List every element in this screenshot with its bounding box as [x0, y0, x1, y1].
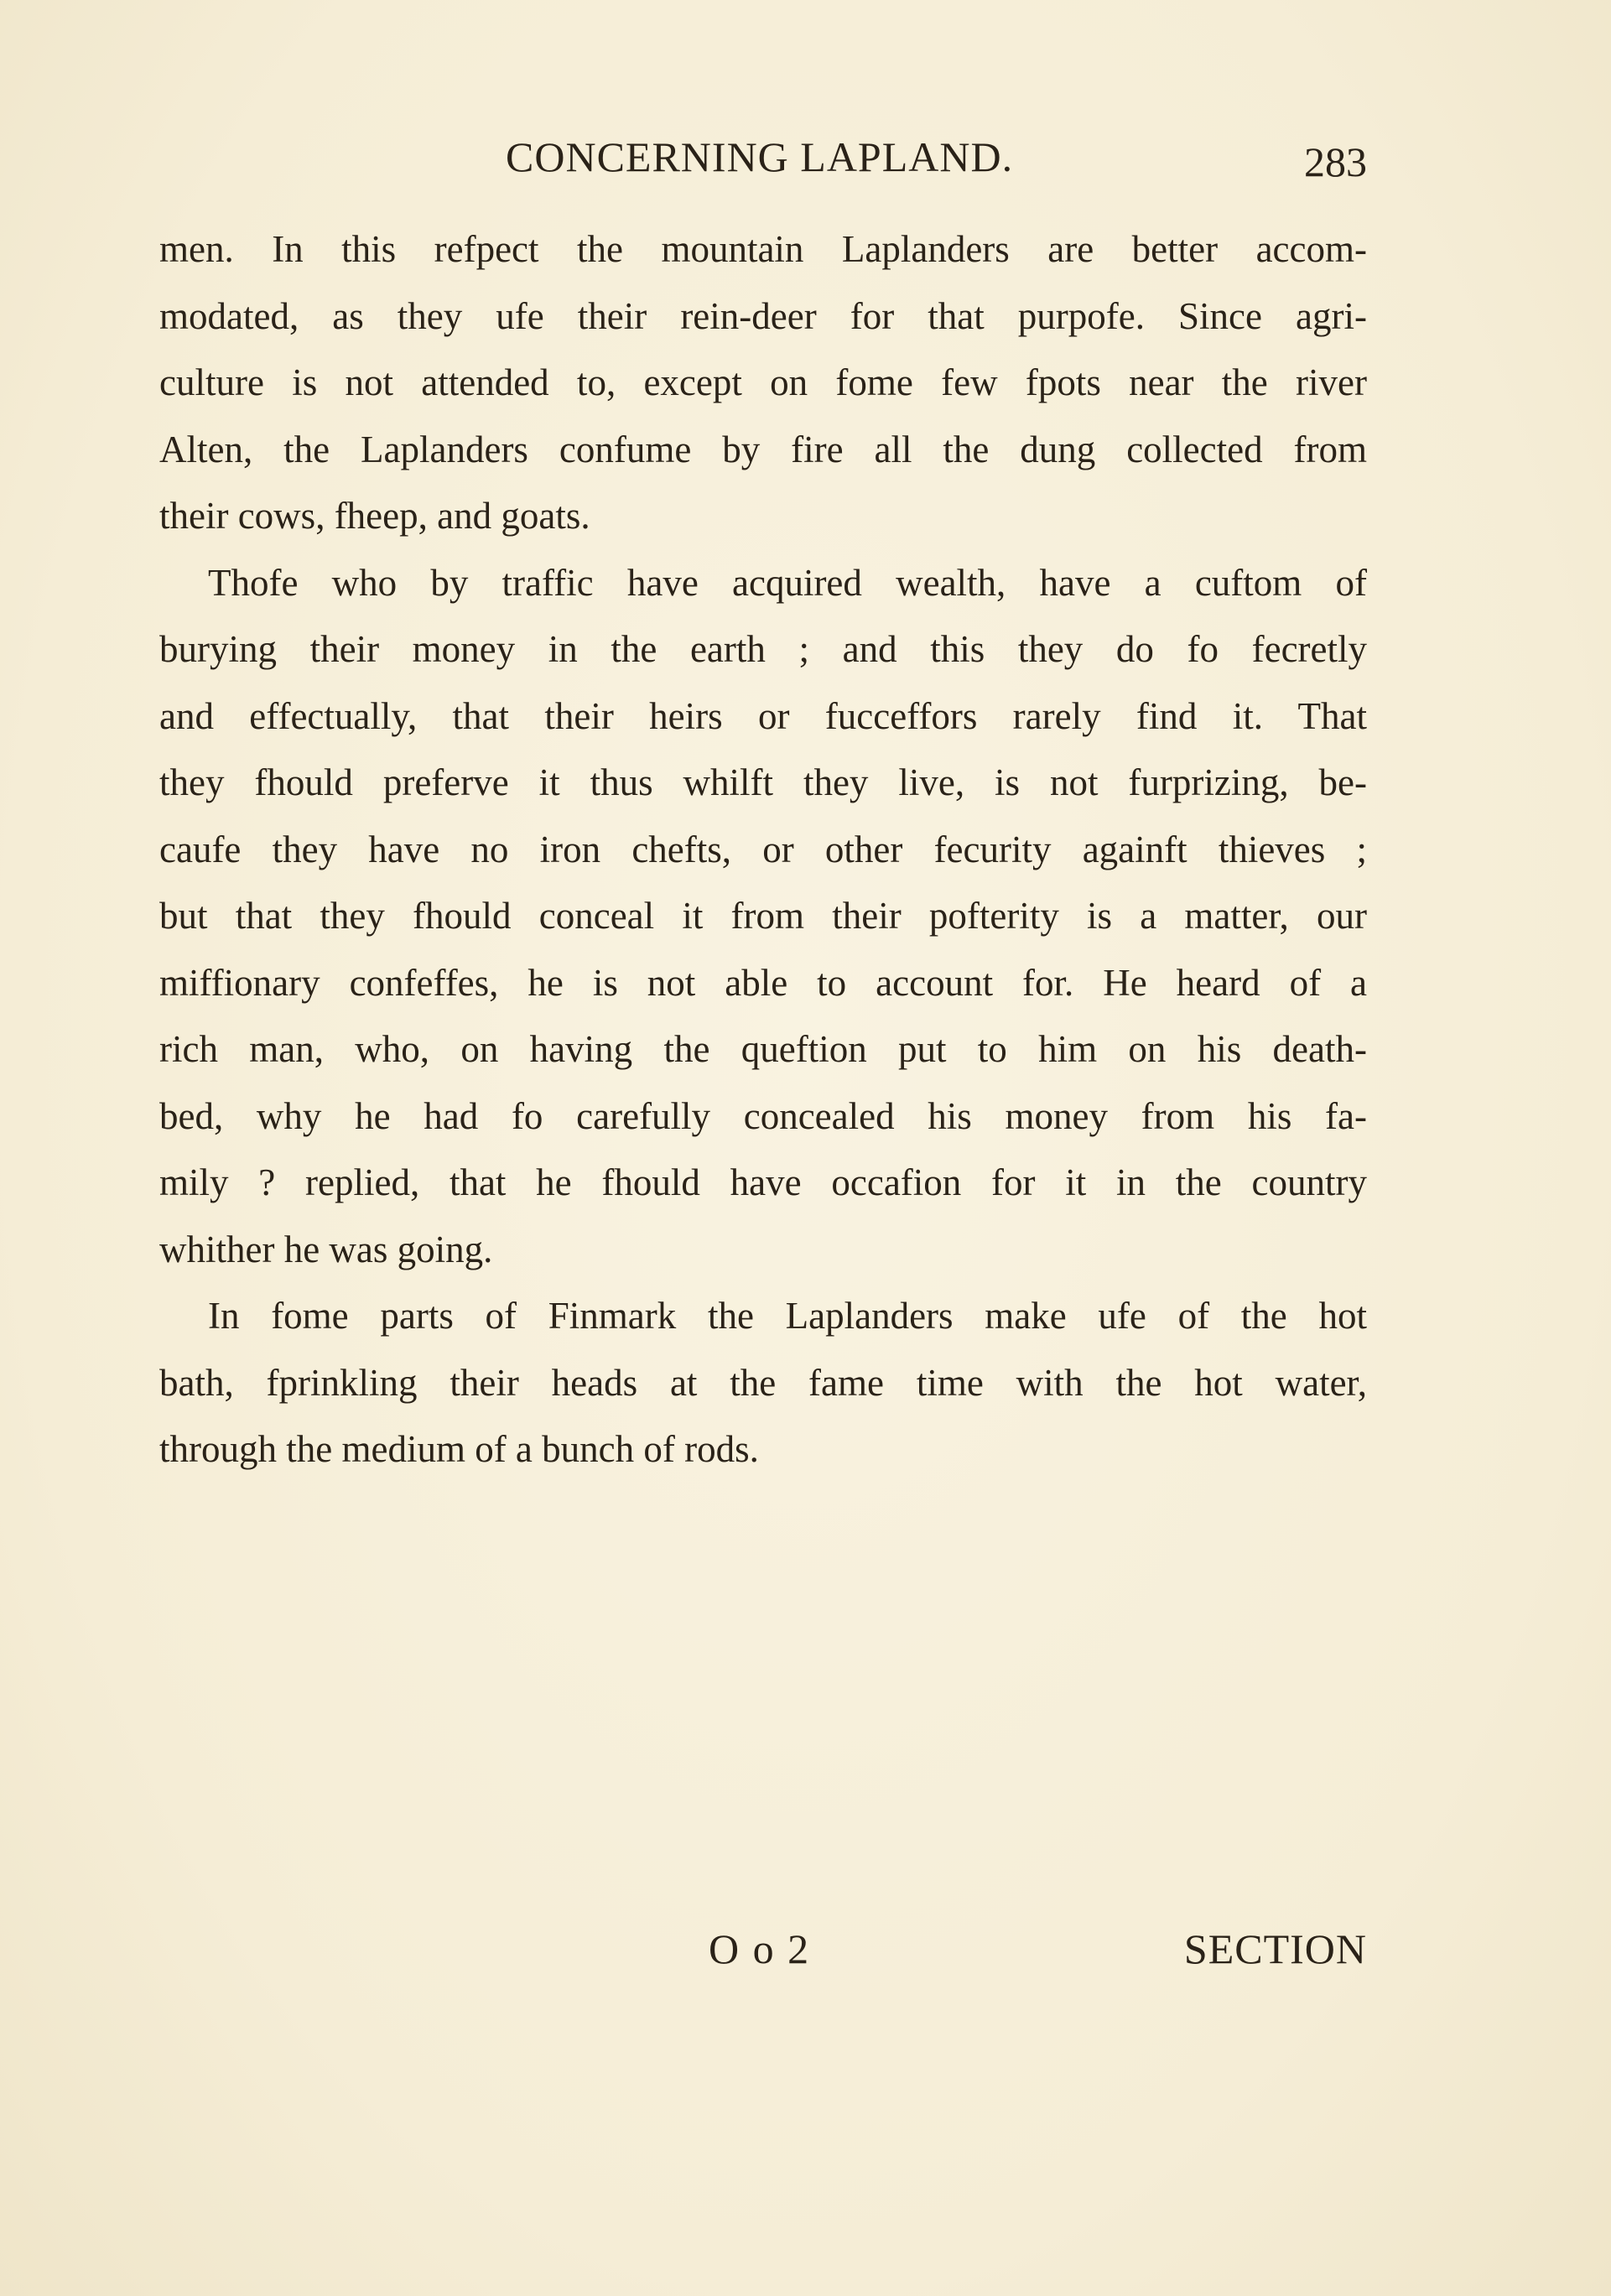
- text-line: Alten, the Laplanders confume by fire all the dung collected from: [159, 428, 1367, 470]
- text-line: miffionary confeffes, he is not able to account for. He heard of a: [159, 961, 1367, 1004]
- text-line: but that they fhould conceal it from their pofterity is a matter, our: [159, 895, 1367, 937]
- text-line: bath, fprinkling their heads at the fame time with the hot water,: [159, 1361, 1367, 1404]
- running-head: [159, 132, 1367, 183]
- text-line: their cows, fheep, and goats.: [159, 495, 590, 537]
- text-line: whither he was going.: [159, 1228, 493, 1270]
- text-line: rich man, who, on having the queftion put to him on his death-: [159, 1028, 1367, 1070]
- running-title: CONCERNING LAPLAND.: [506, 133, 1014, 180]
- page-footer: [159, 1925, 1367, 1983]
- text-line: and effectually, that their heirs or fucceffors rarely find it. That: [159, 694, 1367, 737]
- signature-mark: O o 2: [709, 1925, 811, 1972]
- text-line: culture is not attended to, except on fome few fpots near the river: [159, 361, 1367, 403]
- text-line: In fome parts of Finmark the Laplanders make ufe of the hot: [208, 1295, 1367, 1337]
- text-line: they fhould preferve it thus whilft they live, is not furprizing, be-: [159, 761, 1367, 803]
- text-line: burying their money in the earth ; and this they do fo fecretly: [159, 628, 1367, 670]
- text-line: modated, as they ufe their rein-deer for that purpofe. Since agri-: [159, 294, 1367, 337]
- text-line: through the medium of a bunch of rods.: [159, 1428, 759, 1470]
- text-line: mily ? replied, that he fhould have occafion for it in the country: [159, 1161, 1367, 1203]
- text-line: men. In this refpect the mountain Laplanders are better accom-: [159, 228, 1367, 270]
- catchword: SECTION: [1183, 1925, 1367, 1972]
- page-number: 283: [1304, 138, 1367, 185]
- text-line: bed, why he had fo carefully concealed his money from his fa-: [159, 1094, 1367, 1137]
- text-line: Thofe who by traffic have acquired wealth, have a cuftom of: [208, 561, 1367, 604]
- body-text: [159, 216, 1367, 1483]
- text-line: caufe they have no iron chefts, or other fecurity againft thieves ;: [159, 828, 1367, 870]
